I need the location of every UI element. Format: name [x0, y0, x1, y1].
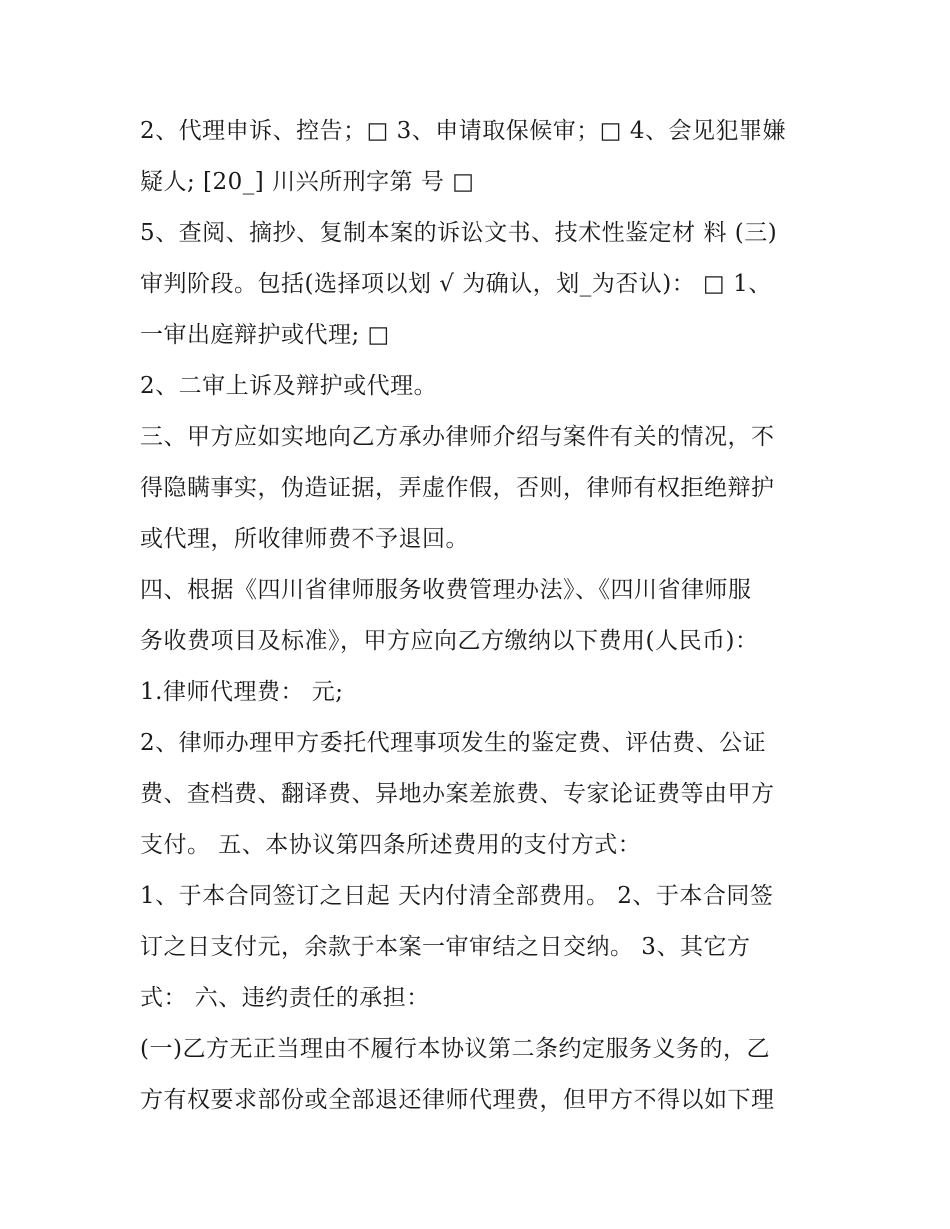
text-line [140, 567, 820, 618]
line-text: 一审出庭辩护或代理; □ [140, 322, 390, 348]
line-text: 订之日支付元，余款于本案一审审结之日交纳。 3、其它方 [140, 934, 751, 960]
text-line [140, 873, 820, 924]
text-line [140, 669, 820, 720]
text-line [140, 924, 820, 975]
text-line [140, 720, 820, 771]
line-text: 支付。 五、本协议第四条所述费用的支付方式： [140, 832, 642, 858]
document-body [140, 108, 820, 1128]
text-line [140, 618, 820, 669]
line-text: 得隐瞒事实，伪造证据，弄虚作假，否则，律师有权拒绝辩护 [140, 475, 775, 501]
text-line [140, 261, 820, 312]
line-text: 四、根据《四川省律师服务收费管理办法》、《四川省律师服 [140, 577, 752, 603]
text-line [140, 414, 820, 465]
line-text: 2、二审上诉及辩护或代理。 [140, 373, 438, 399]
line-text: (一)乙方无正当理由不履行本协议第二条约定服务义务的，乙 [140, 1036, 770, 1062]
text-line [140, 159, 820, 210]
text-line [140, 1026, 820, 1077]
line-text: 疑人; [20_] 川兴所刑字第 号 □ [140, 169, 475, 195]
line-text: 或代理，所收律师费不予退回。 [140, 526, 469, 552]
text-line [140, 210, 820, 261]
line-text: 5、查阅、摘抄、复制本案的诉讼文书、技术性鉴定材 料 (三) [140, 220, 778, 246]
line-text: 1、于本合同签订之日起 天内付清全部费用。 2、于本合同签 [140, 883, 774, 909]
line-text: 审判阶段。包括(选择项以划 √ 为确认，划_为否认)： □ 1、 [140, 271, 772, 297]
line-text: 式： 六、违约责任的承担： [140, 985, 430, 1011]
text-line [140, 975, 820, 1026]
line-text: 费、查档费、翻译费、异地办案差旅费、专家论证费等由甲方 [140, 781, 775, 807]
text-line [140, 771, 820, 822]
text-line [140, 465, 820, 516]
text-line [140, 363, 820, 414]
line-text: 1.律师代理费： 元; [140, 679, 344, 705]
text-line [140, 822, 820, 873]
text-line [140, 516, 820, 567]
text-line [140, 1077, 820, 1128]
line-text: 方有权要求部份或全部退还律师代理费，但甲方不得以如下理 [140, 1087, 775, 1113]
line-text: 务收费项目及标准》，甲方应向乙方缴纳以下费用(人民币)： [140, 628, 759, 654]
line-text: 2、律师办理甲方委托代理事项发生的鉴定费、评估费、公证 [140, 730, 767, 756]
line-text: 2、代理申诉、控告；□ 3、申请取保候审；□ 4、会见犯罪嫌 [140, 118, 786, 144]
line-text: 三、甲方应如实地向乙方承办律师介绍与案件有关的情况，不 [140, 424, 775, 450]
text-line [140, 108, 820, 159]
text-line [140, 312, 820, 363]
